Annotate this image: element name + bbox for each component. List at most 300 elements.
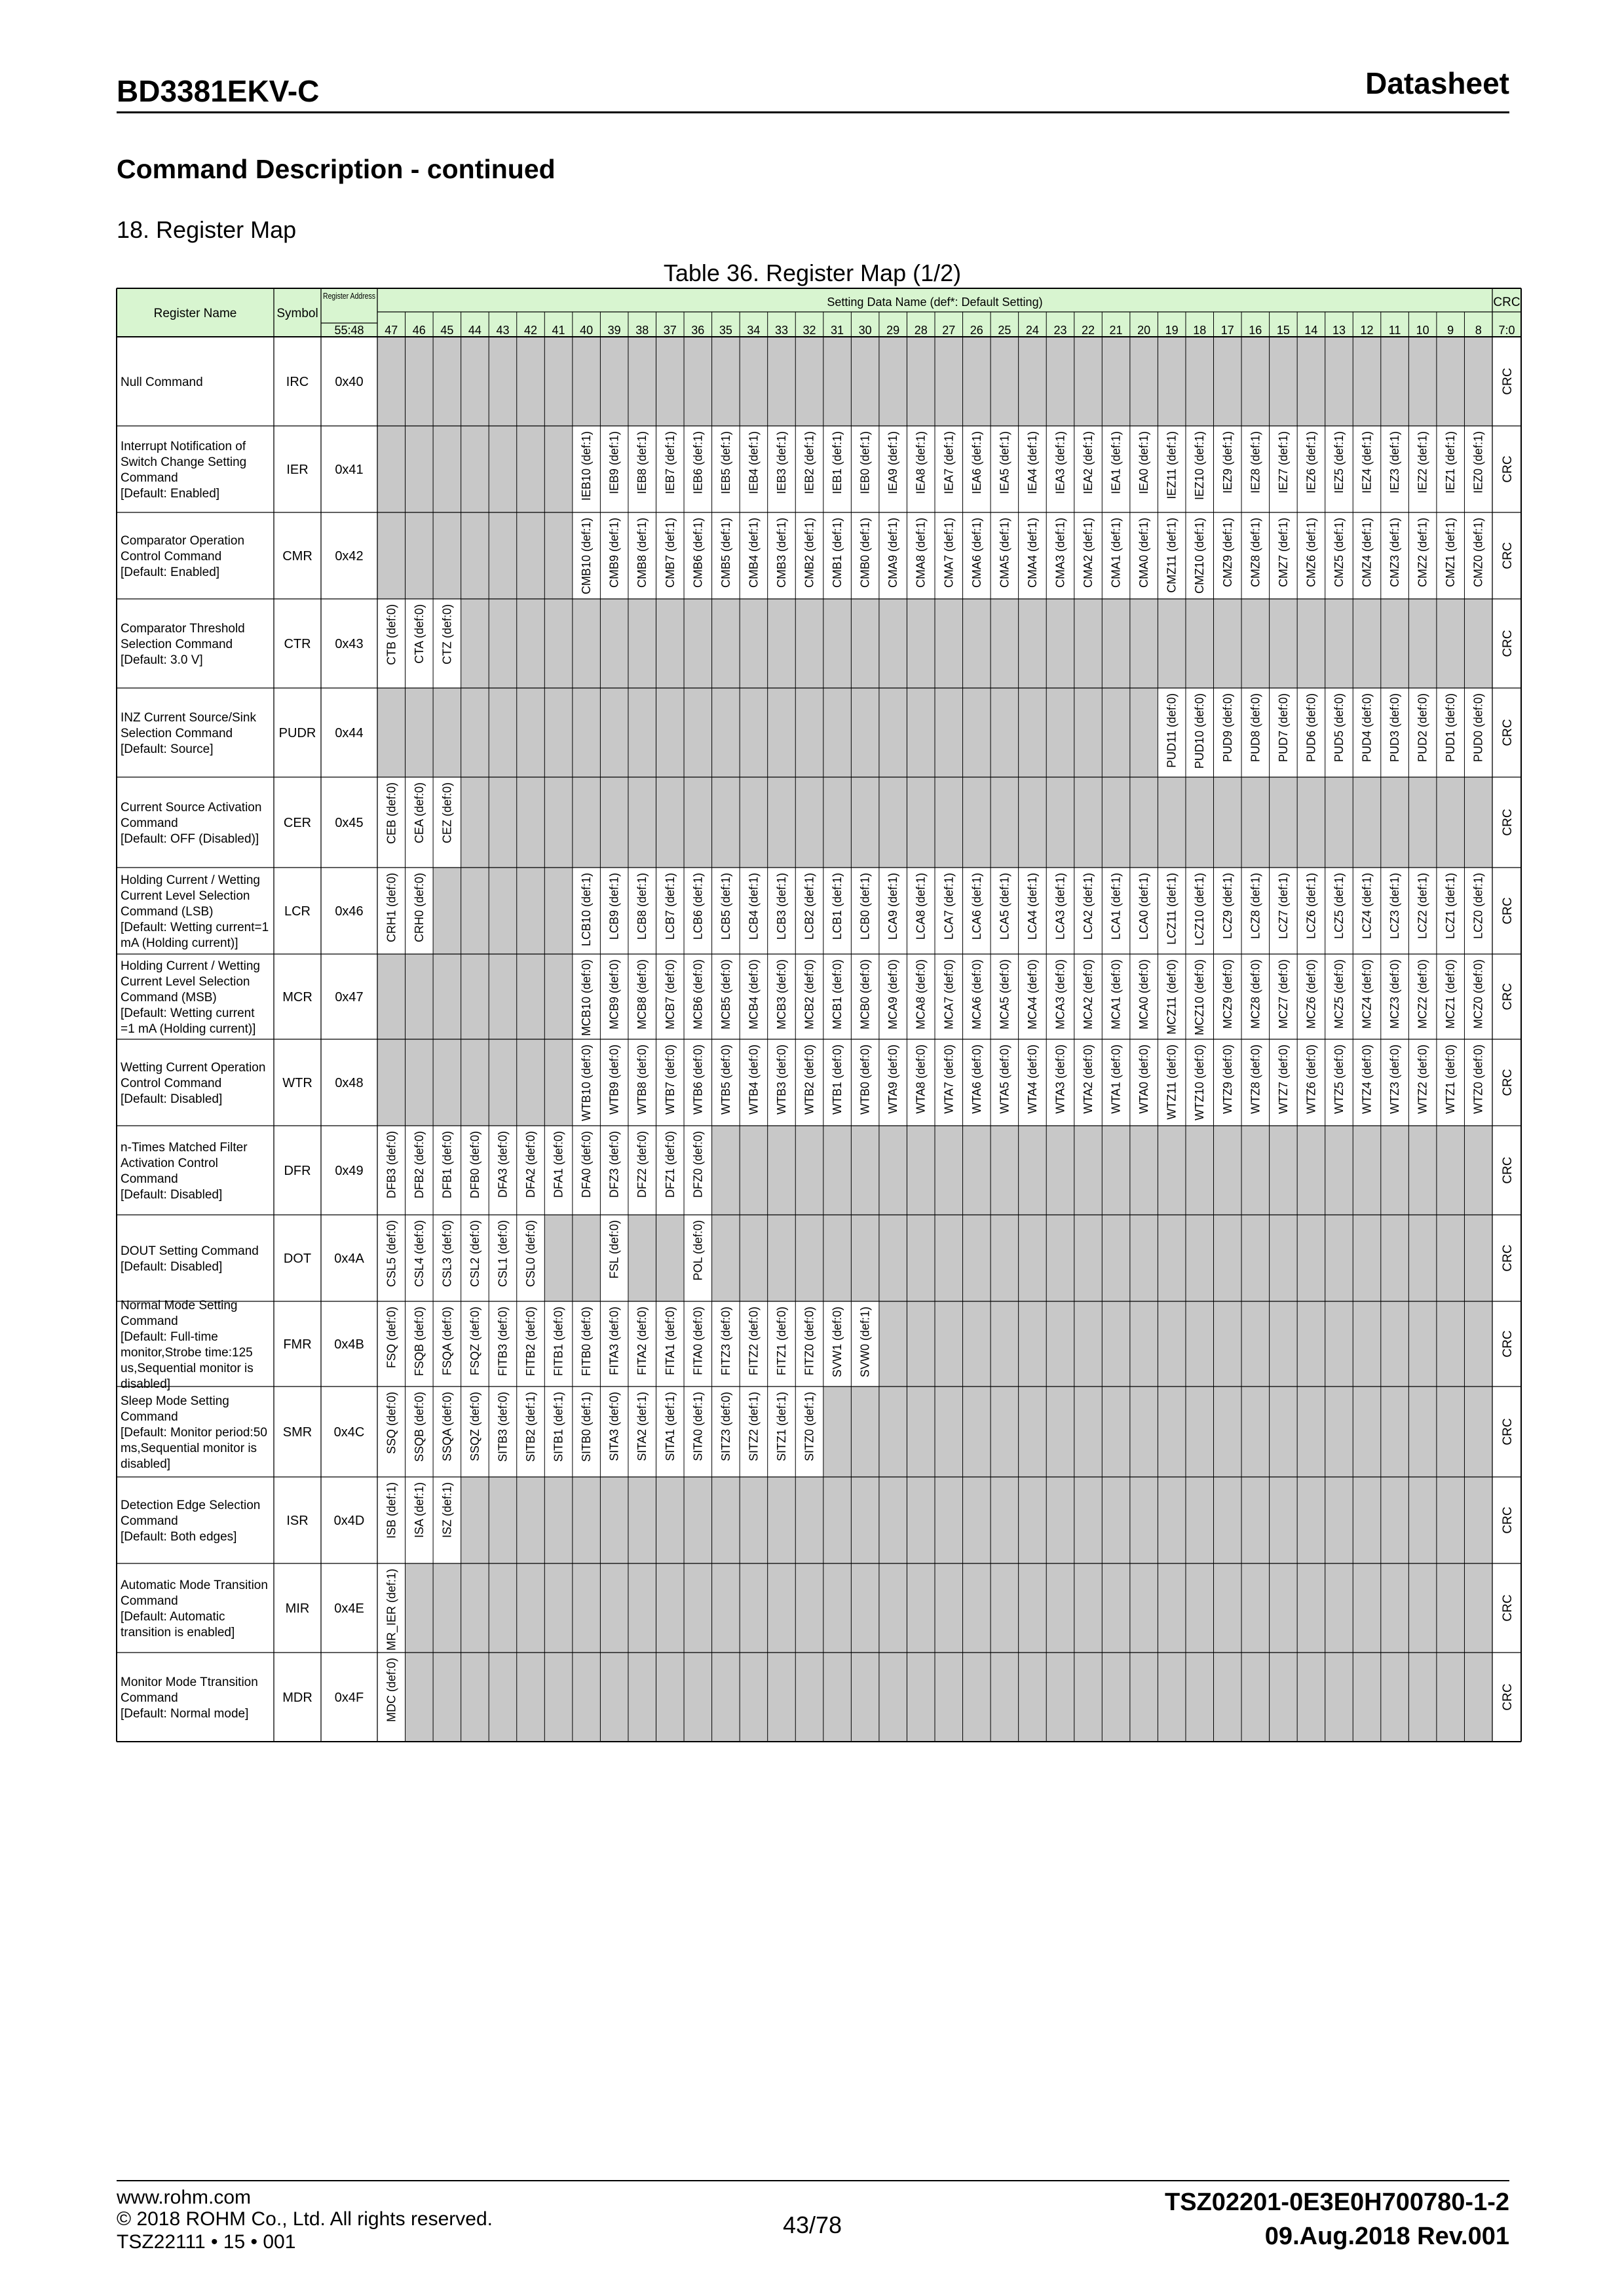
- unused-bit-cell: [1464, 1563, 1492, 1653]
- register-name-line: Command: [121, 1314, 178, 1328]
- bit-name: LCZ5 (def:1): [1332, 873, 1346, 940]
- bit-name: WTZ3 (def:0): [1388, 1044, 1402, 1115]
- bit-name: IEA2 (def:1): [1082, 431, 1095, 495]
- unused-bit-cell: [1158, 1301, 1186, 1387]
- register-address: 0x4D: [333, 1514, 365, 1528]
- bit-name: FITA3 (def:0): [607, 1307, 621, 1375]
- register-name-line: disabled]: [121, 1457, 171, 1471]
- bit-name: LCZ2 (def:1): [1416, 873, 1429, 940]
- bit-name: WTB8 (def:0): [635, 1044, 649, 1115]
- unused-bit-cell: [628, 777, 656, 868]
- unused-bit-cell: [1297, 777, 1325, 868]
- bit-name: FITB1 (def:0): [552, 1307, 565, 1377]
- unused-bit-cell: [1214, 1215, 1242, 1301]
- unused-bit-cell: [684, 337, 712, 426]
- bit-name: SITA2 (def:1): [635, 1392, 649, 1461]
- unused-bit-cell: [740, 599, 768, 688]
- crc-label: CRC: [1501, 1506, 1515, 1534]
- register-name-line: mA (Holding current)]: [121, 936, 238, 950]
- unused-bit-cell: [1270, 1387, 1298, 1477]
- unused-bit-cell: [1130, 599, 1158, 688]
- unused-bit-cell: [684, 1563, 712, 1653]
- unused-bit-cell: [573, 688, 601, 777]
- unused-bit-cell: [1437, 1477, 1465, 1563]
- unused-bit-cell: [740, 1563, 768, 1653]
- unused-bit-cell: [879, 1301, 907, 1387]
- bit-number: 20: [1137, 324, 1151, 337]
- unused-bit-cell: [1019, 1477, 1047, 1563]
- bit-name: WTZ2 (def:0): [1416, 1044, 1429, 1115]
- unused-bit-cell: [1437, 337, 1465, 426]
- bit-name: CMA4 (def:1): [1025, 518, 1039, 588]
- unused-bit-cell: [489, 426, 517, 512]
- bit-name: FITZ0 (def:0): [803, 1307, 816, 1376]
- unused-bit-cell: [991, 1477, 1019, 1563]
- unused-bit-cell: [851, 1215, 879, 1301]
- bit-name: IEB4 (def:1): [747, 431, 761, 495]
- unused-bit-cell: [1353, 1301, 1381, 1387]
- unused-bit-cell: [573, 599, 601, 688]
- unused-bit-cell: [1353, 337, 1381, 426]
- register-name-line: Interrupt Notification of: [121, 440, 246, 453]
- register-symbol: CER: [283, 816, 312, 830]
- register-name-line: Null Command: [121, 375, 203, 389]
- bit-name: LCB5 (def:1): [719, 873, 732, 940]
- unused-bit-cell: [1074, 1215, 1103, 1301]
- bit-name: LCA4 (def:1): [1025, 873, 1039, 940]
- register-symbol: IER: [286, 463, 309, 477]
- bit-number: 19: [1165, 324, 1179, 337]
- bit-name: IEZ3 (def:1): [1388, 431, 1402, 494]
- unused-bit-cell: [1381, 1301, 1409, 1387]
- unused-bit-cell: [1158, 1563, 1186, 1653]
- bit-name: DFA1 (def:0): [552, 1131, 565, 1198]
- unused-bit-cell: [907, 337, 935, 426]
- unused-bit-cell: [544, 954, 573, 1039]
- unused-bit-cell: [489, 1653, 517, 1742]
- bit-name: FITZ1 (def:0): [774, 1307, 788, 1376]
- unused-bit-cell: [1297, 1477, 1325, 1563]
- unused-bit-cell: [963, 1563, 991, 1653]
- bit-name: SSQZ (def:0): [468, 1392, 482, 1462]
- bit-name: CMB8 (def:1): [635, 518, 649, 588]
- unused-bit-cell: [433, 868, 461, 954]
- unused-bit-cell: [1464, 1301, 1492, 1387]
- bit-name: MDC (def:0): [385, 1658, 398, 1723]
- unused-bit-cell: [406, 954, 434, 1039]
- bit-number: 8: [1475, 324, 1482, 337]
- register-name-line: us,Sequential monitor is: [121, 1362, 254, 1375]
- bit-name: MCA0 (def:0): [1137, 959, 1151, 1030]
- bit-name: ISA (def:1): [412, 1482, 426, 1539]
- unused-bit-cell: [1046, 1215, 1074, 1301]
- bit-number: 10: [1416, 324, 1429, 337]
- unused-bit-cell: [1325, 599, 1353, 688]
- unused-bit-cell: [489, 1039, 517, 1126]
- register-name-line: [Default: 3.0 V]: [121, 653, 203, 667]
- unused-bit-cell: [489, 1477, 517, 1563]
- unused-bit-cell: [1381, 1126, 1409, 1215]
- unused-bit-cell: [1130, 1387, 1158, 1477]
- unused-bit-cell: [907, 1126, 935, 1215]
- unused-bit-cell: [963, 1477, 991, 1563]
- unused-bit-cell: [1241, 1126, 1270, 1215]
- unused-bit-cell: [879, 599, 907, 688]
- unused-bit-cell: [963, 1301, 991, 1387]
- unused-bit-cell: [489, 954, 517, 1039]
- unused-bit-cell: [489, 599, 517, 688]
- unused-bit-cell: [1241, 1653, 1270, 1742]
- register-name-line: Command: [121, 816, 178, 830]
- bit-number: 23: [1053, 324, 1067, 337]
- col-register-address: Register Address: [323, 291, 376, 301]
- register-name-line: Command: [121, 1691, 178, 1705]
- unused-bit-cell: [517, 512, 545, 599]
- unused-bit-cell: [1186, 599, 1214, 688]
- page-number: 43/78: [782, 2211, 842, 2238]
- unused-bit-cell: [1046, 1301, 1074, 1387]
- bit-name: WTB5 (def:0): [719, 1044, 732, 1115]
- unused-bit-cell: [517, 1039, 545, 1126]
- crc-label: CRC: [1501, 368, 1515, 395]
- bit-name: FSQA (def:0): [440, 1307, 454, 1376]
- bit-name: CMZ9 (def:1): [1220, 518, 1234, 588]
- unused-bit-cell: [963, 337, 991, 426]
- unused-bit-cell: [544, 777, 573, 868]
- bit-name: MCB10 (def:0): [580, 959, 594, 1037]
- register-name-line: n-Times Matched Filter: [121, 1141, 248, 1155]
- bit-name: IEZ7 (def:1): [1276, 431, 1290, 494]
- bit-name: IEZ0 (def:1): [1471, 431, 1485, 494]
- bit-name: MCA6 (def:0): [970, 959, 983, 1030]
- unused-bit-cell: [1019, 1301, 1047, 1387]
- register-name-line: monitor,Strobe time:125: [121, 1346, 253, 1360]
- unused-bit-cell: [1102, 688, 1130, 777]
- bit-number: 16: [1249, 324, 1262, 337]
- unused-bit-cell: [628, 688, 656, 777]
- unused-bit-cell: [1241, 599, 1270, 688]
- bit-name: MCA5 (def:0): [998, 959, 1011, 1030]
- unused-bit-cell: [1158, 1215, 1186, 1301]
- unused-bit-cell: [1437, 1387, 1465, 1477]
- crc-label: CRC: [1501, 455, 1515, 483]
- unused-bit-cell: [1130, 1215, 1158, 1301]
- unused-bit-cell: [517, 688, 545, 777]
- unused-bit-cell: [1019, 599, 1047, 688]
- unused-bit-cell: [461, 1653, 489, 1742]
- footer-rule: [117, 2180, 1509, 2181]
- bit-name: CMB5 (def:1): [719, 518, 732, 588]
- bit-name: CSL0 (def:0): [524, 1220, 538, 1288]
- unused-bit-cell: [823, 1563, 852, 1653]
- footer-url[interactable]: www.rohm.com: [117, 2187, 252, 2208]
- register-name-line: transition is enabled]: [121, 1626, 235, 1639]
- crc-label: CRC: [1501, 1418, 1515, 1445]
- unused-bit-cell: [1381, 1653, 1409, 1742]
- register-name-line: Automatic Mode Transition: [121, 1578, 268, 1592]
- unused-bit-cell: [907, 1387, 935, 1477]
- unused-bit-cell: [1241, 1215, 1270, 1301]
- register-name-line: [Default: Enabled]: [121, 487, 220, 501]
- unused-bit-cell: [795, 599, 823, 688]
- unused-bit-cell: [1214, 1563, 1242, 1653]
- unused-bit-cell: [712, 1215, 740, 1301]
- unused-bit-cell: [907, 777, 935, 868]
- unused-bit-cell: [1102, 1126, 1130, 1215]
- unused-bit-cell: [935, 1215, 963, 1301]
- bit-number: 26: [970, 324, 983, 337]
- bit-name: WTB6 (def:0): [691, 1044, 705, 1115]
- bit-name: CMB3 (def:1): [774, 518, 788, 588]
- unused-bit-cell: [489, 868, 517, 954]
- unused-bit-cell: [963, 777, 991, 868]
- unused-bit-cell: [823, 777, 852, 868]
- unused-bit-cell: [1464, 1477, 1492, 1563]
- unused-bit-cell: [684, 599, 712, 688]
- unused-bit-cell: [1074, 1653, 1103, 1742]
- unused-bit-cell: [907, 1301, 935, 1387]
- unused-bit-cell: [935, 1126, 963, 1215]
- bit-number: 29: [886, 324, 900, 337]
- unused-bit-cell: [1074, 1387, 1103, 1477]
- unused-bit-cell: [935, 1653, 963, 1742]
- unused-bit-cell: [768, 777, 796, 868]
- unused-bit-cell: [1297, 1126, 1325, 1215]
- unused-bit-cell: [935, 1387, 963, 1477]
- bit-number: 18: [1193, 324, 1207, 337]
- bit-name: WTA0 (def:0): [1137, 1044, 1151, 1114]
- unused-bit-cell: [461, 1039, 489, 1126]
- crc-bit-range: 7:0: [1498, 324, 1515, 337]
- bit-name: POL (def:0): [691, 1220, 705, 1281]
- bit-name: LCB1 (def:1): [831, 873, 844, 940]
- unused-bit-cell: [600, 599, 628, 688]
- bit-name: PUD0 (def:0): [1471, 693, 1485, 763]
- unused-bit-cell: [1019, 1563, 1047, 1653]
- bit-name: LCZ9 (def:1): [1220, 873, 1234, 940]
- doc-number: TSZ02201-0E3E0H700780-1-2: [1164, 2189, 1509, 2216]
- bit-name: DFB1 (def:0): [440, 1131, 454, 1199]
- unused-bit-cell: [1381, 1477, 1409, 1563]
- bit-name: LCZ1 (def:1): [1444, 873, 1458, 940]
- register-name-line: Command: [121, 471, 178, 485]
- unused-bit-cell: [1464, 1653, 1492, 1742]
- unused-bit-cell: [712, 1126, 740, 1215]
- unused-bit-cell: [684, 688, 712, 777]
- bit-name: LCB4 (def:1): [747, 873, 761, 940]
- unused-bit-cell: [1464, 599, 1492, 688]
- unused-bit-cell: [489, 1563, 517, 1653]
- unused-bit-cell: [963, 1215, 991, 1301]
- bit-name: LCB2 (def:1): [803, 873, 816, 940]
- unused-bit-cell: [489, 337, 517, 426]
- unused-bit-cell: [1102, 599, 1130, 688]
- bit-name: WTB4 (def:0): [747, 1044, 761, 1115]
- unused-bit-cell: [517, 426, 545, 512]
- bit-number: 47: [385, 324, 398, 337]
- unused-bit-cell: [1241, 337, 1270, 426]
- unused-bit-cell: [1046, 688, 1074, 777]
- unused-bit-cell: [879, 1477, 907, 1563]
- unused-bit-cell: [628, 337, 656, 426]
- bit-name: MCB0 (def:0): [858, 959, 872, 1030]
- unused-bit-cell: [1437, 777, 1465, 868]
- unused-bit-cell: [1241, 777, 1270, 868]
- bit-name: CMA0 (def:1): [1137, 518, 1151, 588]
- bit-name: MCB3 (def:0): [774, 959, 788, 1030]
- unused-bit-cell: [656, 1215, 685, 1301]
- unused-bit-cell: [935, 1477, 963, 1563]
- unused-bit-cell: [461, 426, 489, 512]
- register-address: 0x41: [335, 463, 364, 477]
- bit-name: LCA1 (def:1): [1109, 873, 1123, 940]
- bit-number: 45: [440, 324, 454, 337]
- bit-name: FSQZ (def:0): [468, 1307, 482, 1376]
- register-name-line: Command: [121, 1172, 178, 1186]
- bit-name: DFZ3 (def:0): [607, 1131, 621, 1198]
- unused-bit-cell: [1325, 1477, 1353, 1563]
- unused-bit-cell: [628, 1477, 656, 1563]
- unused-bit-cell: [740, 1215, 768, 1301]
- bit-name: CMZ1 (def:1): [1444, 518, 1458, 588]
- bit-name: SVW1 (def:0): [831, 1307, 844, 1378]
- unused-bit-cell: [768, 1477, 796, 1563]
- crc-label: CRC: [1501, 1683, 1515, 1711]
- crc-label: CRC: [1501, 1594, 1515, 1622]
- register-address: 0x48: [335, 1076, 364, 1090]
- unused-bit-cell: [1353, 1653, 1381, 1742]
- unused-bit-cell: [517, 954, 545, 1039]
- bit-name: DFZ1 (def:0): [663, 1131, 677, 1198]
- register-symbol: MCR: [282, 990, 312, 1004]
- unused-bit-cell: [544, 688, 573, 777]
- bit-name: LCB9 (def:1): [607, 873, 621, 940]
- bit-name: WTB0 (def:0): [858, 1044, 872, 1115]
- unused-bit-cell: [823, 1126, 852, 1215]
- unused-bit-cell: [1381, 599, 1409, 688]
- unused-bit-cell: [907, 1477, 935, 1563]
- bit-name: CSL4 (def:0): [412, 1220, 426, 1288]
- register-symbol: MIR: [285, 1601, 310, 1616]
- bit-number: 12: [1360, 324, 1374, 337]
- unused-bit-cell: [1241, 1563, 1270, 1653]
- unused-bit-cell: [600, 688, 628, 777]
- bit-number: 32: [803, 324, 816, 337]
- unused-bit-cell: [433, 1039, 461, 1126]
- unused-bit-cell: [377, 426, 406, 512]
- register-name-line: [Default: Wetting current: [121, 1006, 255, 1020]
- unused-bit-cell: [907, 599, 935, 688]
- unused-bit-cell: [1437, 1653, 1465, 1742]
- bit-name: DFA0 (def:0): [580, 1131, 594, 1198]
- unused-bit-cell: [573, 1477, 601, 1563]
- unused-bit-cell: [935, 688, 963, 777]
- bit-name: PUD6 (def:0): [1304, 693, 1318, 763]
- unused-bit-cell: [795, 688, 823, 777]
- unused-bit-cell: [1186, 1301, 1214, 1387]
- bit-number: 21: [1109, 324, 1123, 337]
- bit-name: IEA7 (def:1): [942, 431, 956, 495]
- unused-bit-cell: [377, 512, 406, 599]
- unused-bit-cell: [1130, 1563, 1158, 1653]
- unused-bit-cell: [1381, 1215, 1409, 1301]
- bit-name: SITB0 (def:1): [580, 1392, 594, 1463]
- unused-bit-cell: [1046, 599, 1074, 688]
- register-symbol: WTR: [282, 1076, 312, 1090]
- bit-name: CTZ (def:0): [440, 604, 454, 665]
- register-symbol: IRC: [286, 375, 309, 389]
- unused-bit-cell: [712, 1653, 740, 1742]
- bit-name: CMA1 (def:1): [1109, 518, 1123, 588]
- unused-bit-cell: [879, 1126, 907, 1215]
- bit-name: CMZ10 (def:1): [1193, 518, 1207, 594]
- unused-bit-cell: [795, 1563, 823, 1653]
- unused-bit-cell: [406, 426, 434, 512]
- unused-bit-cell: [1408, 777, 1437, 868]
- bit-name: CMA7 (def:1): [942, 518, 956, 588]
- bit-name: LCZ7 (def:1): [1276, 873, 1290, 940]
- unused-bit-cell: [879, 1387, 907, 1477]
- unused-bit-cell: [544, 426, 573, 512]
- unused-bit-cell: [1325, 1387, 1353, 1477]
- unused-bit-cell: [768, 688, 796, 777]
- register-symbol: MDR: [282, 1691, 312, 1705]
- bit-name: MCB1 (def:0): [831, 959, 844, 1030]
- register-name-line: [Default: OFF (Disabled)]: [121, 832, 259, 846]
- section-title: Command Description - continued: [117, 154, 556, 184]
- bit-name: SSQB (def:0): [412, 1392, 426, 1463]
- unused-bit-cell: [1186, 1126, 1214, 1215]
- unused-bit-cell: [1130, 337, 1158, 426]
- bit-name: CMA2 (def:1): [1082, 518, 1095, 588]
- bit-name: FSQB (def:0): [412, 1307, 426, 1377]
- register-name-line: Holding Current / Wetting: [121, 959, 260, 973]
- register-name-line: Detection Edge Selection: [121, 1499, 261, 1512]
- unused-bit-cell: [907, 1653, 935, 1742]
- unused-bit-cell: [1102, 777, 1130, 868]
- bit-name: PUD3 (def:0): [1388, 693, 1402, 763]
- bit-name: MCZ0 (def:0): [1471, 959, 1485, 1029]
- register-name-line: [Default: Both edges]: [121, 1530, 237, 1544]
- unused-bit-cell: [1297, 1301, 1325, 1387]
- bit-name: DFB2 (def:0): [412, 1131, 426, 1199]
- bit-name: CEZ (def:0): [440, 782, 454, 844]
- bit-name: LCA9 (def:1): [886, 873, 900, 940]
- bit-name: IEB0 (def:1): [858, 431, 872, 495]
- unused-bit-cell: [433, 688, 461, 777]
- unused-bit-cell: [1464, 337, 1492, 426]
- col-register-name: Register Name: [153, 307, 237, 320]
- bit-name: LCB10 (def:1): [580, 873, 594, 947]
- bit-name: PUD8 (def:0): [1249, 693, 1262, 763]
- unused-bit-cell: [851, 688, 879, 777]
- unused-bit-cell: [656, 337, 685, 426]
- bit-name: MCZ4 (def:0): [1360, 959, 1374, 1029]
- unused-bit-cell: [517, 337, 545, 426]
- bit-name: LCZ8 (def:1): [1249, 873, 1262, 940]
- unused-bit-cell: [1464, 777, 1492, 868]
- bit-name: CMZ8 (def:1): [1249, 518, 1262, 588]
- unused-bit-cell: [1158, 1387, 1186, 1477]
- bit-name: WTB1 (def:0): [831, 1044, 844, 1115]
- bit-name: LCZ10 (def:1): [1193, 873, 1207, 946]
- register-name-line: [Default: Disabled]: [121, 1260, 223, 1274]
- bit-name: CSL5 (def:0): [385, 1220, 398, 1288]
- bit-name: MCB8 (def:0): [635, 959, 649, 1030]
- bit-name: SITA1 (def:1): [663, 1392, 677, 1461]
- register-address: 0x40: [335, 375, 364, 389]
- unused-bit-cell: [544, 1563, 573, 1653]
